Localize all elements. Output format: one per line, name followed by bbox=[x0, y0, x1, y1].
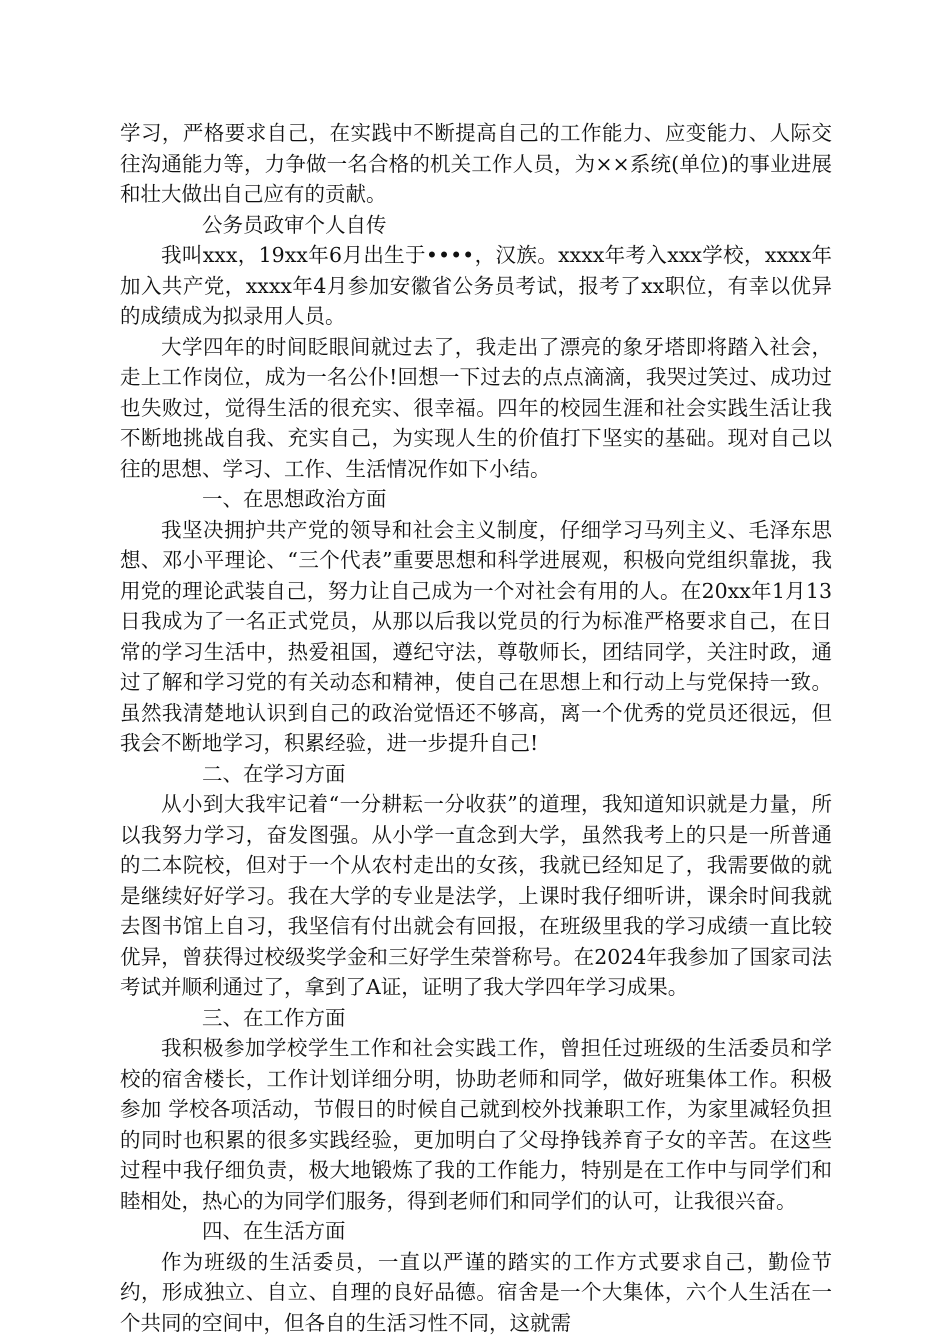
heading-political: 一、在思想政治方面 bbox=[202, 487, 387, 511]
paragraph-intro: 我叫xxx，19xx年6月出生于••••，汉族。xxxx年考入xxx学校，xxxx年加入共产党，xxxx年4月参加安徽省公务员考试，报考了xx职位，有幸以优异的成绩成为拟录用人员。 bbox=[120, 243, 832, 328]
heading-study: 二、在学习方面 bbox=[202, 761, 346, 786]
document-body bbox=[120, 118, 832, 1338]
paragraph-study: 从小到大我牢记着“一分耕耘一分收获”的道理，我知道知识就是力量，所以我努力学习，奋发图强。从小学一直念到大学，虽然我考上的只是一所普通的二本院校，但对于一个从农村走出的女孩，我就已经知足了，我需要做的就是继续好好学习。我在大学的专业是法学，上课时我仔细听讲，课余时间我就去图书馆上自习，我坚信有付出就会有回报，在班级里我的学习成绩一直比较优异，曾获得过校级奖学金和三好学生荣誉称号。在2024年我参加了国家司法考试并顺利通过了，拿到了A证，证明了我大学四年学习成果。 bbox=[120, 792, 832, 999]
heading-life: 四、在生活方面 bbox=[202, 1219, 346, 1243]
paragraph-summary: 大学四年的时间眨眼间就过去了，我走出了漂亮的象牙塔即将踏入社会，走上工作岗位，成为一名公仆!回想一下过去的点点滴滴，我哭过笑过、成功过也失败过，觉得生活的很充实、很幸福。四年的校园生涯和社会实践生活让我不断地挑战自我、充实自己，为实现人生的价值打下坚实的基础。现对自己以往的思想、学习、工作、生活情况作如下小结。 bbox=[120, 334, 832, 481]
section-title: 公务员政审个人自传 bbox=[202, 212, 387, 237]
paragraph-political: 我坚决拥护共产党的领导和社会主义制度，仔细学习马列主义、毛泽东思想、邓小平理论、“三个代表”重要思想和科学进展观，积极向党组织靠拢，我用党的理论武装自己，努力让自己成为一个对社会有用的人。在20xx年1月13日我成为了一名正式党员，从那以后我以党员的行为标准严格要求自己，在日常的学习生活中，热爱祖国，遵纪守法，尊敬师长，团结同学，关注时政，通过了解和学习党的有关动态和精神，使自己在思想上和行动上与党保持一致。虽然我清楚地认识到自己的政治觉悟还不够高，离一个优秀的党员还很远，但我会不断地学习，积累经验，进一步提升自己! bbox=[120, 517, 832, 755]
paragraph-continuation: 学习，严格要求自己，在实践中不断提高自己的工作能力、应变能力、人际交往沟通能力等，力争做一名合格的机关工作人员，为××系统(单位)的事业进展和壮大做出自己应有的贡献。 bbox=[120, 121, 832, 206]
paragraph-work: 我积极参加学校学生工作和社会实践工作，曾担任过班级的生活委员和学校的宿舍楼长，工作计划详细分明，协助老师和同学，做好班集体工作。积极参加 学校各项活动，节假日的时候自己就到校外找兼职工作，为家里减轻负担的同时也积累的很多实践经验，更加明白了父母挣钱养育子女的辛苦。在这些过程中我仔细负责，极大地锻炼了我的工作能力，特别是在工作中与同学们和睦相处，热心的为同学们服务，得到老师们和同学们的认可，让我很兴奋。 bbox=[120, 1036, 832, 1213]
paragraph-life: 作为班级的生活委员，一直以严谨的踏实的工作方式要求自己，勤俭节约，形成独立、自立、自理的良好品德。宿舍是一个大集体，六个人生活在一个共同的空间中，但各自的生活习性不同，这就需 bbox=[120, 1249, 832, 1335]
heading-work: 三、在工作方面 bbox=[202, 1005, 346, 1030]
